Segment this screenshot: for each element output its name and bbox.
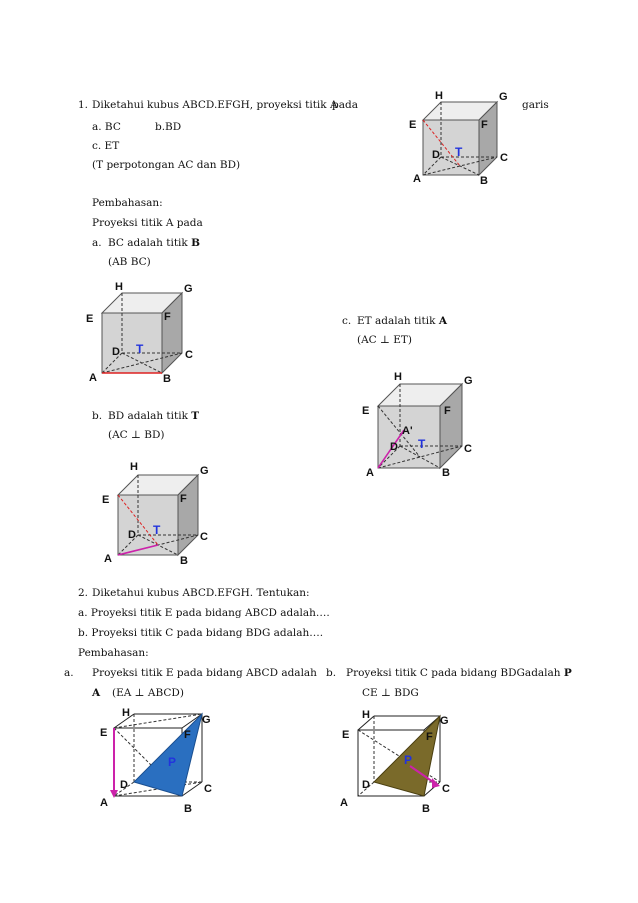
q1-proyeksi: Proyeksi titik A pada — [92, 217, 203, 229]
label-G: G — [464, 375, 473, 387]
cube-figure-q2-b — [340, 706, 465, 818]
label-E: E — [342, 729, 350, 741]
label-G: G — [499, 91, 508, 103]
q2-item-a: a. Proyeksi titik E pada bidang ABCD adalah…. — [78, 607, 330, 619]
q1-b-text: BD adalah titik — [108, 410, 188, 422]
q2-ans-a-point: A — [92, 687, 101, 699]
q1-note: (T perpotongan AC dan BD) — [92, 159, 241, 171]
label-C: C — [442, 783, 450, 795]
q2-ans-b-reason: CE ⊥ BDG — [362, 687, 419, 699]
q1-option-b: b.BD — [155, 121, 182, 133]
q2-item-b: b. Proyeksi titik C pada bidang BDG adalah…. — [78, 627, 324, 639]
q2-number: 2. — [78, 587, 89, 599]
q1-c-point: A — [438, 315, 447, 327]
label-E: E — [102, 494, 110, 506]
label-B: B — [184, 803, 192, 815]
label-F: F — [180, 493, 187, 505]
q1-c-answer — [357, 314, 447, 328]
q2-ans-b-prefix: b. — [326, 667, 337, 679]
label-F: F — [164, 311, 171, 323]
label-E: E — [362, 405, 370, 417]
q1-pembahasan: Pembahasan: — [92, 197, 163, 209]
label-D: D — [120, 779, 128, 791]
label-P: P — [404, 753, 413, 767]
q1-c-reason: (AC ⊥ ET) — [357, 334, 413, 346]
label-B: B — [180, 555, 188, 567]
q1-a-answer — [108, 236, 200, 250]
cube-figure-answer-c — [358, 368, 483, 478]
label-F: F — [184, 729, 191, 741]
label-B: B — [442, 467, 450, 479]
q1-number: 1. — [78, 99, 89, 111]
cube-figure-question — [405, 90, 515, 185]
q1-a-text: BC adalah titik — [108, 237, 188, 249]
label-A-prime: A' — [402, 425, 413, 437]
q2-text: Diketahui kubus ABCD.EFGH. Tentukan: — [92, 587, 310, 599]
q2-pembahasan: Pembahasan: — [78, 647, 149, 659]
q1-option-a: a. BC — [92, 121, 121, 133]
label-D: D — [362, 779, 370, 791]
q2-ans-a-prefix: a. — [64, 667, 74, 679]
cube-figure-q2-a — [96, 706, 221, 818]
label-H: H — [115, 281, 123, 293]
q2-ans-b-point: P — [563, 667, 572, 679]
q1-b-answer — [108, 409, 199, 423]
label-C: C — [204, 783, 212, 795]
label-F: F — [481, 119, 488, 131]
q1-option-c: c. ET — [92, 140, 120, 152]
q1-pada: pada — [332, 99, 358, 111]
label-E: E — [100, 727, 108, 739]
label-H: H — [130, 461, 138, 473]
label-G: G — [200, 465, 209, 477]
label-G: G — [202, 714, 211, 726]
label-P: P — [168, 755, 177, 769]
q1-a-point: B — [191, 237, 200, 249]
label-A: A — [89, 372, 97, 384]
label-T: T — [455, 145, 463, 159]
label-D: D — [112, 346, 120, 358]
cube-figure-answer-a — [82, 280, 202, 385]
q1-text: Diketahui kubus ABCD.EFGH, proyeksi titik A — [92, 99, 338, 111]
label-F: F — [426, 731, 433, 743]
label-B: B — [163, 373, 171, 385]
q2-ans-a-reason: (EA ⊥ ABCD) — [112, 687, 184, 699]
label-A: A — [366, 467, 374, 479]
label-T: T — [153, 523, 161, 537]
label-D: D — [432, 149, 440, 161]
q1-a-prefix: a. — [92, 237, 102, 249]
label-C: C — [200, 531, 208, 543]
cube-figure-answer-b — [100, 458, 220, 566]
label-H: H — [122, 707, 130, 719]
label-T: T — [418, 437, 426, 451]
label-F: F — [444, 405, 451, 417]
q1-b-prefix: b. — [92, 410, 103, 422]
q2-ans-b-answer — [346, 666, 572, 680]
label-C: C — [500, 152, 508, 164]
q1-b-reason: (AC ⊥ BD) — [108, 429, 165, 441]
q1-a-reason: (AB BC) — [108, 256, 151, 268]
label-A: A — [100, 797, 108, 809]
label-E: E — [86, 313, 94, 325]
label-C: C — [464, 443, 472, 455]
label-H: H — [394, 371, 402, 383]
label-G: G — [440, 715, 449, 727]
label-A: A — [104, 553, 112, 565]
label-H: H — [362, 709, 370, 721]
label-D: D — [390, 441, 398, 453]
q1-c-text: ET adalah titik — [357, 315, 436, 327]
label-A: A — [413, 173, 421, 185]
label-E: E — [409, 119, 417, 131]
label-T: T — [136, 342, 144, 356]
label-B: B — [422, 803, 430, 815]
label-A: A — [340, 797, 348, 809]
label-D: D — [128, 529, 136, 541]
label-G: G — [184, 283, 193, 295]
q1-b-point: T — [191, 410, 200, 422]
label-H: H — [435, 90, 443, 102]
q1-garis: garis — [522, 99, 549, 111]
label-C: C — [185, 349, 193, 361]
q1-c-prefix: c. — [342, 315, 352, 327]
q2-ans-b-text: Proyeksi titik C pada bidang BDGadalah — [346, 667, 561, 679]
label-B: B — [480, 175, 488, 187]
q2-ans-a-text: Proyeksi titik E pada bidang ABCD adalah — [92, 667, 317, 679]
